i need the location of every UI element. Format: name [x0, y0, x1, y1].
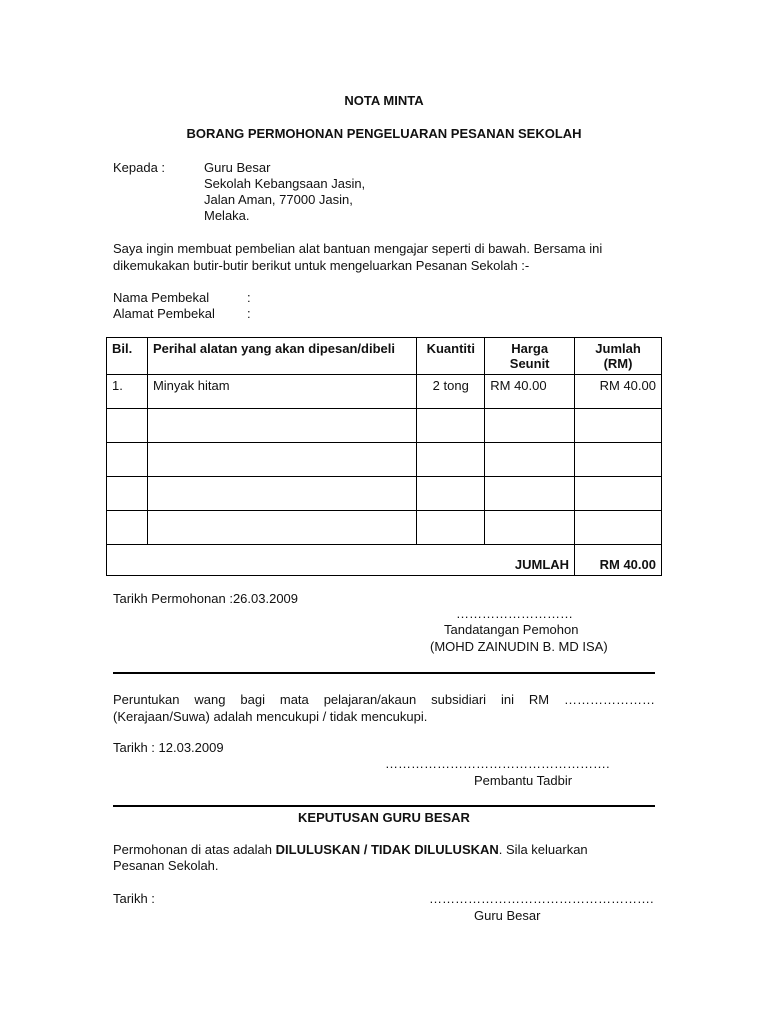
cell-price: [485, 477, 575, 511]
form-title: NOTA MINTA: [344, 93, 424, 108]
table-row: [107, 443, 662, 477]
header-total-line1: Jumlah: [595, 341, 641, 356]
supplier-address-colon: :: [247, 306, 251, 321]
table-row: [107, 409, 662, 443]
cell-qty: [417, 443, 485, 477]
header-total-line2: (RM): [603, 356, 633, 371]
cell-total: [575, 477, 662, 511]
recipient-line: Melaka.: [204, 208, 250, 223]
intro-line-2: dikemukakan butir-butir berikut untuk mengeluarkan Pesanan Sekolah :-: [113, 258, 530, 273]
cell-item: [147, 409, 416, 443]
cell-total: [575, 511, 662, 545]
applicant-name: (MOHD ZAINUDIN B. MD ISA): [430, 639, 608, 654]
supplier-name-label: Nama Pembekal: [113, 290, 210, 305]
cell-item: Minyak hitam: [147, 375, 416, 409]
section-divider: [113, 672, 655, 674]
applicant-signature-line: ………………………: [456, 606, 573, 621]
header-price: [485, 338, 575, 375]
header-bil: Bil.: [107, 338, 148, 375]
headmaster-signature-label: Guru Besar: [474, 908, 541, 923]
decision-heading: KEPUTUSAN GURU BESAR: [298, 810, 470, 825]
items-table: [106, 337, 662, 576]
intro-line-1: Saya ingin membuat pembelian alat bantuan mengajar seperti di bawah. Bersama ini: [113, 241, 603, 256]
allocation-word: mata: [279, 692, 309, 707]
decision-text-after: . Sila keluarkan: [498, 842, 588, 857]
cell-qty: 2 tong: [417, 375, 485, 409]
allocation-line-1: [113, 692, 655, 707]
cell-total: [575, 409, 662, 443]
allocation-date: Tarikh : 12.03.2009: [113, 740, 224, 755]
header-price-line2: Seunit: [509, 356, 550, 371]
decision-options: DILULUSKAN / TIDAK DILULUSKAN: [275, 842, 499, 857]
header-total: [575, 338, 662, 375]
allocation-word: bagi: [240, 692, 265, 707]
cell-bil: [107, 511, 148, 545]
table-row: [107, 477, 662, 511]
allocation-word: ini: [500, 692, 514, 707]
form-subtitle: BORANG PERMOHONAN PENGELUARAN PESANAN SEKOLAH: [186, 126, 582, 141]
cell-item: [147, 511, 416, 545]
table-total-row: [107, 545, 662, 576]
recipient-line: Sekolah Kebangsaan Jasin,: [204, 176, 366, 191]
recipient-line: Jalan Aman, 77000 Jasin,: [204, 192, 353, 207]
application-date: Tarikh Permohonan :26.03.2009: [113, 591, 299, 606]
recipient-label: Kepada :: [113, 160, 166, 175]
cell-item: [147, 443, 416, 477]
allocation-word: subsidiari: [431, 692, 487, 707]
header-price-line1: Harga: [511, 341, 549, 356]
applicant-signature-label: Tandatangan Pemohon: [444, 622, 579, 637]
cell-qty: [417, 409, 485, 443]
cell-qty: [417, 511, 485, 545]
allocation-word: pelajaran/akaun: [323, 692, 417, 707]
allocation-word: RM: [528, 692, 550, 707]
cell-price: [485, 443, 575, 477]
total-value: RM 40.00: [575, 545, 662, 576]
cell-bil: [107, 443, 148, 477]
clerk-signature-label: Pembantu Tadbir: [474, 773, 573, 788]
allocation-word: wang: [194, 692, 226, 707]
cell-price: [485, 511, 575, 545]
section-divider: [113, 805, 655, 807]
cell-total: [575, 443, 662, 477]
cell-price: RM 40.00: [485, 375, 575, 409]
decision-date-label: Tarikh :: [113, 891, 155, 906]
cell-bil: 1.: [107, 375, 148, 409]
cell-item: [147, 477, 416, 511]
header-item: Perihal alatan yang akan dipesan/dibeli: [147, 338, 416, 375]
recipient-line: Guru Besar: [204, 160, 271, 175]
supplier-name-colon: :: [247, 290, 251, 305]
cell-bil: [107, 409, 148, 443]
cell-qty: [417, 477, 485, 511]
allocation-line-2: (Kerajaan/Suwa) adalah mencukupi / tidak mencukupi.: [113, 709, 428, 724]
cell-bil: [107, 477, 148, 511]
cell-price: [485, 409, 575, 443]
supplier-address-label: Alamat Pembekal: [113, 306, 215, 321]
decision-line-1: [113, 842, 588, 857]
headmaster-signature-line: …………………………………………….: [429, 891, 654, 906]
table-header-row: [107, 338, 662, 375]
decision-text-before: Permohonan di atas adalah: [113, 842, 276, 857]
table-row: [107, 375, 662, 409]
clerk-signature-line: …………………………………………….: [385, 756, 610, 771]
header-qty: Kuantiti: [417, 338, 485, 375]
table-row: [107, 511, 662, 545]
cell-total: RM 40.00: [575, 375, 662, 409]
allocation-amount-blank: …………………: [564, 692, 655, 707]
total-label: JUMLAH: [107, 545, 575, 576]
decision-line-2: Pesanan Sekolah.: [113, 858, 219, 873]
allocation-word: Peruntukan: [113, 692, 180, 707]
